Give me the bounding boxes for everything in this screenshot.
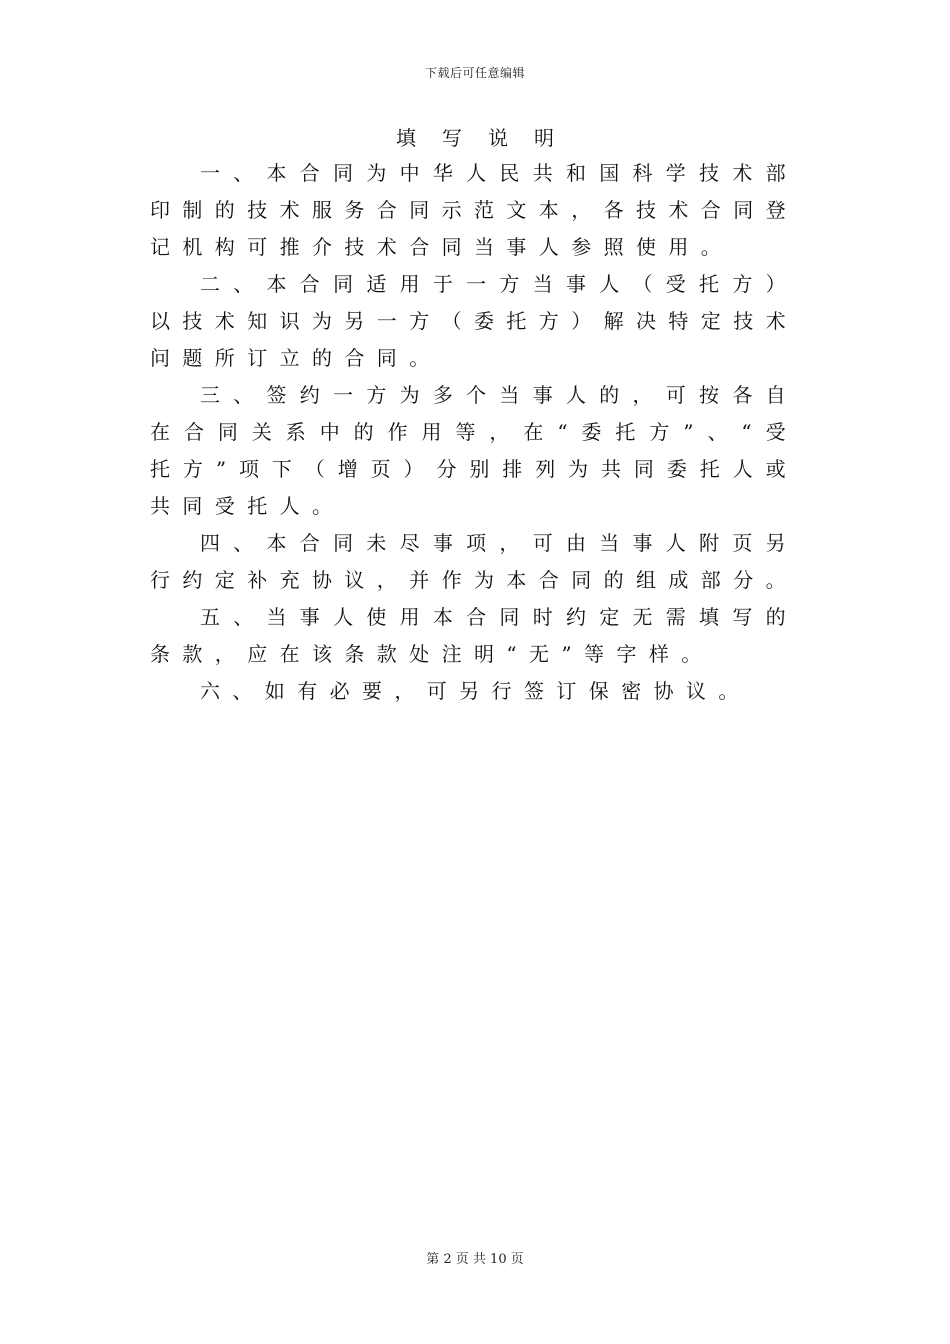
paragraph-2: 二、本合同适用于一方当事人（受托方）以技术知识为另一方（委托方）解决特定技术问题所订立的合同。 [150,272,798,370]
paragraph-5: 五、当事人使用本合同时约定无需填写的条款，应在该条款处注明“无”等字样。 [150,605,798,666]
paragraph-4: 四、本合同未尽事项，可由当事人附页另行约定补充协议，并作为本合同的组成部分。 [150,531,798,592]
document-title: 填写说明 [396,126,580,150]
paragraph-1: 一、本合同为中华人民共和国科学技术部印制的技术服务合同示范文本，各技术合同登记机构可推介技术合同当事人参照使用。 [150,161,798,259]
instructions-body [150,155,798,710]
page-header-note: 下载后可任意编辑 [424,66,525,80]
paragraph-6: 六、如有必要，可另行签订保密协议。 [200,679,751,703]
page-number: 第 2 页 共 10 页 [426,1252,524,1267]
paragraph-3: 三、签约一方为多个当事人的，可按各自在合同关系中的作用等，在“委托方”、“受托方”项下（增页）分别排列为共同委托人或共同受托人。 [150,383,798,518]
